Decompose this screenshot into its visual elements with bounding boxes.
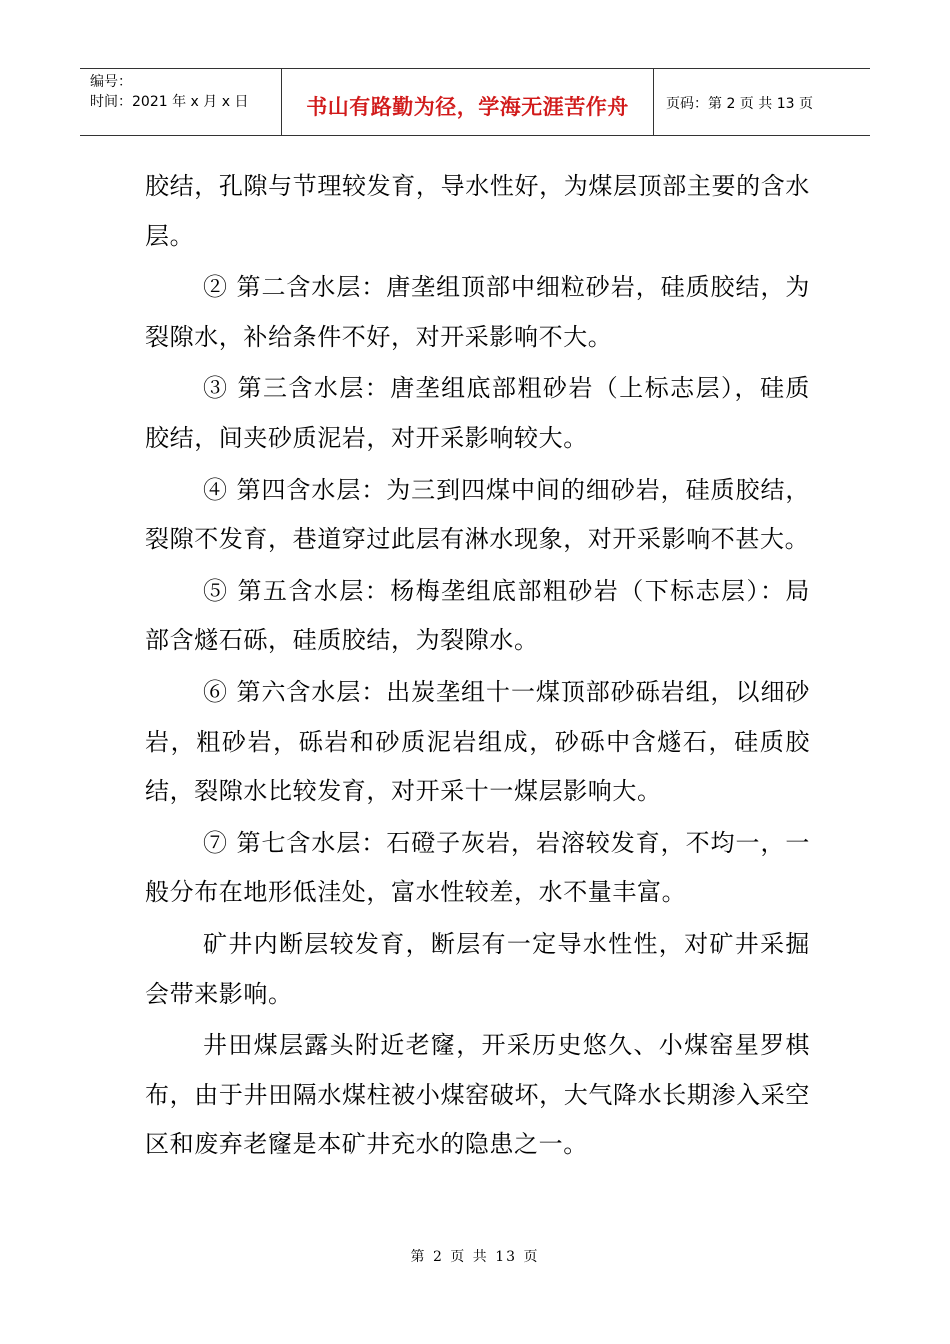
page-footer: 第 2 页 共 13 页 bbox=[410, 1249, 540, 1265]
paragraph-4: ④ 第四含水层：为三到四煤中间的细砂岩，硅质胶结，裂隙不发育，巷道穿过此层有淋水现象，对开采影响不甚大。 bbox=[145, 475, 810, 554]
paragraph-2: ② 第二含水层：唐垄组顶部中细粒砂岩，硅质胶结，为裂隙水，补给条件不好，对开采影响不大。 bbox=[145, 273, 810, 351]
header-page-info: 页码：第 2 页 共 13 页 bbox=[666, 96, 813, 112]
doc-time-label: 时间：2021 年 x 月 x 日 bbox=[90, 94, 249, 110]
paragraph-3: ③ 第三含水层：唐垄组底部粗砂岩（上标志层），硅质胶结，间夹砂质泥岩，对开采影响较大。 bbox=[145, 374, 810, 452]
paragraph-7: ⑦ 第七含水层：石磴子灰岩，岩溶较发育，不均一，一般分布在地形低洼处，富水性较差，水不量丰富。 bbox=[145, 828, 810, 907]
header-meta-cell bbox=[80, 69, 282, 135]
header-table bbox=[80, 68, 870, 136]
paragraph-6: ⑥ 第六含水层：出炭垄组十一煤顶部砂砾岩组，以细砂岩，粗砂岩，砾岩和砂质泥岩组成，砂砾中含燧石，硅质胶结，裂隙水比较发育，对开采十一煤层影响大。 bbox=[145, 677, 810, 806]
paragraph-1: 胶结，孔隙与节理较发育，导水性好，为煤层顶部主要的含水层。 bbox=[145, 172, 810, 250]
header-page-cell bbox=[654, 69, 870, 135]
paragraph-5: ⑤ 第五含水层：杨梅垄组底部粗砂岩（下标志层）：局部含燧石砾，硅质胶结，为裂隙水。 bbox=[145, 576, 810, 655]
header-motto-cell bbox=[282, 69, 654, 135]
document-body bbox=[145, 162, 810, 1172]
doc-code-label: 编号： bbox=[90, 74, 132, 90]
paragraph-9: 井田煤层露头附近老窿，开采历史悠久、小煤窑星罗棋布，由于井田隔水煤柱被小煤窑破坏，大气降水长期渗入采空区和废弃老窿是本矿井充水的隐患之一。 bbox=[145, 1031, 810, 1159]
header-motto: 书山有路勤为径，学海无涯苦作舟 bbox=[306, 95, 629, 119]
paragraph-8: 矿井内断层较发育，断层有一定导水性性，对矿井采掘会带来影响。 bbox=[145, 929, 810, 1008]
